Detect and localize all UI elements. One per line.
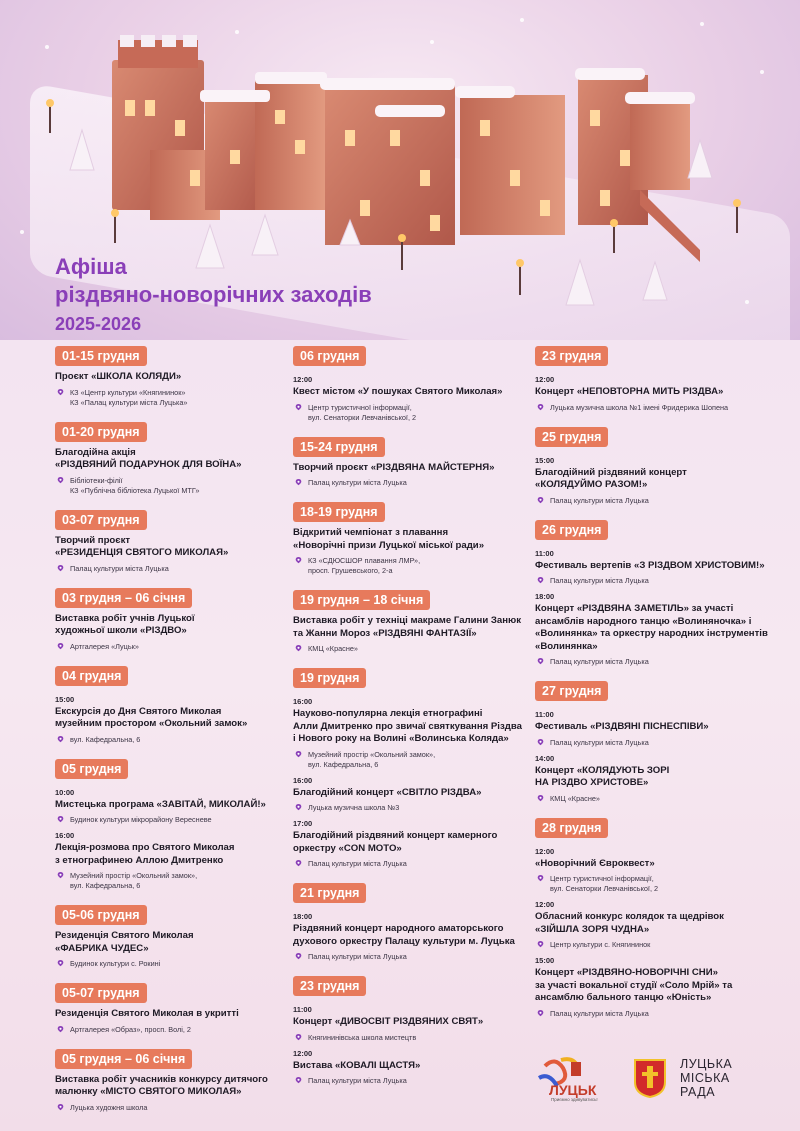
event-group (55, 666, 280, 745)
location-pin-icon (537, 739, 544, 746)
location-pin-icon (295, 1077, 302, 1084)
event-location-text: Артгалерея «Луцьк» (70, 641, 139, 651)
event-location (537, 657, 780, 667)
poster-title (55, 253, 372, 336)
title-year: 2025-2026 (55, 314, 142, 334)
event-title: Творчий проєкт «РІЗДВЯНА МАЙСТЕРНЯ» (293, 461, 495, 473)
event-time: 11:00 (535, 548, 554, 558)
event-location-text: Центр туристичної інформації, вул. Сенаторки Левчанівської, 2 (308, 402, 417, 422)
event-title: Виставка робіт учасників конкурсу дитячого малюнку «МІСТО СВЯТОГО МИКОЛАЯ» (55, 1073, 268, 1097)
council-line-3: РАДА (680, 1085, 716, 1099)
event-title: Концерт «ДИВОСВІТ РІЗДВЯНИХ СВЯТ» (293, 1016, 484, 1027)
event-title: Квест містом «У пошуках Святого Миколая» (293, 386, 503, 397)
date-badge: 23 грудня (293, 976, 366, 996)
event-title: Резиденція Святого Миколая в укритті (55, 1008, 239, 1019)
location-pin-icon (537, 577, 544, 584)
event-location (57, 815, 280, 825)
event-group (55, 983, 280, 1035)
event-group (535, 346, 780, 413)
event-location (537, 738, 780, 748)
event-title: Концерт «РІЗДВЯНО-НОВОРІЧНІ СНИ» за участі вокальної студії «Соло Мрій» та ансамблю бального танцю «Юність» (535, 967, 733, 1003)
location-pin-icon (295, 479, 302, 486)
event-location (537, 576, 780, 586)
event-location-text: Музейний простір «Окольний замок», вул. Кафедральна, 6 (308, 749, 436, 769)
event-time: 10:00 (55, 787, 75, 797)
event-location (537, 403, 780, 413)
event-time: 14:00 (535, 753, 555, 763)
event-location (57, 1025, 280, 1035)
lutsk-brand-text: ЛУЦЬК (549, 1082, 597, 1098)
building-soft-sign (455, 86, 565, 235)
event-group (55, 510, 280, 574)
event-group (535, 681, 780, 804)
lutsk-slogan-text: Приємно здивуватись! (551, 1097, 598, 1102)
location-pin-icon (295, 645, 302, 652)
footer-logos (535, 1052, 785, 1112)
event-location-text: Палац культури міста Луцька (550, 495, 649, 505)
location-pin-icon (57, 872, 64, 879)
event-location-text: Луцька музична школа №1 імені Фридерика Шопена (550, 402, 729, 412)
building-u (200, 72, 327, 210)
event-time: 15:00 (55, 694, 75, 704)
event-location (295, 952, 523, 962)
event-location-text: Центр туристичної інформації, вул. Сенаторки Левчанівської, 2 (550, 874, 659, 893)
event-group (293, 883, 523, 962)
city-council-label (680, 1057, 732, 1099)
event-group (535, 520, 780, 668)
event-time: 12:00 (535, 846, 555, 856)
event-group (55, 422, 280, 496)
event-title: Науково-популярна лекція етнографині Алли Дмитренко про звичаї святкування Різдва і Нового року на Волині «Волинська Коляда» (293, 708, 522, 744)
event-location (57, 959, 280, 969)
event-location (295, 403, 523, 423)
event-group (293, 502, 523, 576)
title-line-1: Афіша (55, 254, 127, 279)
location-pin-icon (57, 816, 64, 823)
event-location-text: Княгининівська школа мистецтв (308, 1032, 417, 1042)
event-group (535, 818, 780, 1019)
event-location (295, 556, 523, 576)
date-badge: 04 грудня (55, 666, 128, 686)
location-pin-icon (295, 804, 302, 811)
event-location (57, 735, 280, 745)
date-badge: 15-24 грудня (293, 437, 385, 457)
event-time: 16:00 (293, 697, 313, 706)
event-location-text: КЗ «СДЮСШОР плавання ЛМР», просп. Грушевського, 2-а (308, 556, 421, 575)
event-group (55, 588, 280, 652)
date-badge: 23 грудня (535, 346, 608, 366)
event-title: Вистава «КОВАЛІ ЩАСТЯ» (293, 1059, 421, 1071)
event-title: Виставка робіт учнів Луцької художньої школи «РІЗДВО» (55, 612, 195, 636)
building-k (575, 68, 700, 262)
location-pin-icon (57, 389, 64, 396)
event-title: Концерт «НЕПОВТОРНА МИТЬ РІЗДВА» (535, 386, 724, 397)
event-location-text: Бібліотеки-філії КЗ «Публічна бібліотека Луцької МТГ» (70, 475, 200, 495)
event-location-text: Палац культури міста Луцька (308, 1076, 407, 1085)
location-pin-icon (295, 860, 302, 867)
date-badge: 05 грудня (55, 759, 128, 779)
event-location-text: Будинок культури мікрорайону Вересневе (70, 815, 212, 824)
location-pin-icon (57, 736, 64, 743)
location-pin-icon (295, 404, 302, 411)
event-title: Проєкт «ШКОЛА КОЛЯДИ» (55, 371, 182, 382)
event-group (293, 346, 523, 423)
location-pin-icon (537, 497, 544, 504)
date-badge: 28 грудня (535, 818, 608, 838)
event-time: 12:00 (535, 900, 555, 909)
location-pin-icon (295, 1034, 302, 1041)
event-title: Благодійний концерт «СВІТЛО РІЗДВА» (293, 786, 482, 798)
event-location (295, 803, 523, 813)
event-title: Благодійна акція «РІЗДВЯНИЙ ПОДАРУНОК ДЛЯ ВОЇНА» (55, 446, 242, 470)
location-pin-icon (57, 565, 64, 572)
event-title: Фестиваль «РІЗДВЯНІ ПІСНЕСПІВИ» (535, 721, 709, 732)
lutsk-city-logo (535, 1056, 611, 1102)
event-time: 12:00 (293, 375, 313, 384)
event-location (537, 1009, 780, 1019)
event-location-text: Луцька музична школа №3 (308, 803, 400, 812)
date-badge: 19 грудня – 18 січня (293, 590, 430, 610)
event-location-text: Артгалерея «Образ», просп. Волі, 2 (70, 1024, 191, 1034)
date-badge: 06 грудня (293, 346, 366, 366)
date-badge: 27 грудня (535, 681, 608, 701)
location-pin-icon (57, 960, 64, 967)
event-group (535, 427, 780, 506)
event-location-text: Палац культури міста Луцька (308, 478, 407, 487)
events-column-3 (535, 346, 780, 1033)
event-location-text: Палац культури міста Луцька (70, 563, 169, 573)
location-pin-icon (537, 875, 544, 882)
event-location-text: Палац культури міста Луцька (550, 657, 649, 666)
date-badge: 05-07 грудня (55, 983, 147, 1003)
date-badge: 05 грудня – 06 січня (55, 1049, 192, 1069)
event-title: Екскурсія до Дня Святого Миколая музейним простором «Окольний замок» (55, 705, 248, 729)
event-group (293, 976, 523, 1086)
event-time: 12:00 (535, 375, 555, 384)
event-title: Обласний конкурс колядок та щедрівок «ЗІЙШЛА ЗОРЯ ЧУДНА» (535, 911, 724, 935)
event-location (57, 388, 280, 408)
event-group (55, 759, 280, 892)
events-column-1 (55, 346, 280, 1127)
event-time: 12:00 (293, 1048, 313, 1058)
event-location (57, 642, 280, 652)
event-location (295, 644, 523, 654)
event-location (57, 1103, 280, 1113)
event-time: 18:00 (535, 592, 555, 601)
event-title: Резиденція Святого Миколая «ФАБРИКА ЧУДЕС» (55, 930, 194, 954)
event-location (537, 874, 780, 894)
event-title: Концерт «РІЗДВЯНА ЗАМЕТІЛЬ» за участі ансамблів народного танцю «Волиняночка» і «Волинянка» та оркестру народних інструментів «Волинянка» (535, 603, 768, 652)
event-location (295, 859, 523, 869)
event-title: Виставка робіт у техніці макраме Галини Занюк та Жанни Мороз «РІЗДВЯНІ ФАНТАЗІЇ» (293, 615, 522, 639)
location-pin-icon (57, 1104, 64, 1111)
location-pin-icon (537, 941, 544, 948)
council-line-1: ЛУЦЬКА (680, 1057, 733, 1071)
date-badge: 03-07 грудня (55, 510, 147, 530)
location-pin-icon (537, 795, 544, 802)
event-time: 17:00 (293, 819, 313, 828)
event-group (293, 590, 523, 654)
date-badge: 01-20 грудня (55, 422, 147, 442)
event-time: 18:00 (293, 912, 313, 921)
event-group (55, 905, 280, 969)
event-time: 15:00 (535, 455, 555, 465)
date-badge: 25 грудня (535, 427, 608, 447)
event-location-text: Палац культури міста Луцька (308, 859, 407, 868)
location-pin-icon (57, 477, 64, 484)
event-location-text: Музейний простір «Окольний замок», вул. Кафедральна, 6 (70, 871, 198, 890)
event-location (57, 871, 280, 891)
event-title: Мистецька програма «ЗАВІТАЙ, МИКОЛАЙ!» (55, 798, 266, 810)
event-location (295, 1076, 523, 1086)
event-location-text: Палац культури міста Луцька (550, 1008, 649, 1018)
event-location (57, 476, 280, 496)
date-badge: 05-06 грудня (55, 905, 147, 925)
event-location (537, 940, 780, 950)
location-pin-icon (57, 643, 64, 650)
event-location-text: КМЦ «Красне» (550, 793, 600, 803)
building-l (112, 35, 220, 220)
event-title: «Новорічний Євроквест» (535, 857, 655, 869)
date-badge: 01-15 грудня (55, 346, 147, 366)
event-location (295, 750, 523, 770)
event-group (293, 668, 523, 869)
event-location-text: Будинок культури с. Рокині (70, 959, 161, 968)
event-title: Концерт «КОЛЯДУЮТЬ ЗОРІ НА РІЗДВО ХРИСТОВЕ» (535, 764, 670, 788)
date-badge: 03 грудня – 06 січня (55, 588, 192, 608)
event-location-text: Луцька художня школа (70, 1102, 148, 1112)
event-time: 16:00 (293, 775, 313, 785)
event-title: Творчий проєкт «РЕЗИДЕНЦІЯ СВЯТОГО МИКОЛАЯ» (55, 534, 229, 558)
event-time: 15:00 (535, 956, 555, 965)
event-location (57, 564, 280, 574)
event-time: 11:00 (535, 710, 554, 719)
event-location-text: Палац культури міста Луцька (550, 576, 649, 585)
event-title: Відкритий чемпіонат з плавання «Новорічні призи Луцької міської ради» (293, 527, 485, 551)
location-pin-icon (537, 1010, 544, 1017)
events-column-2 (293, 346, 523, 1100)
date-badge: 18-19 грудня (293, 502, 385, 522)
event-time: 11:00 (293, 1005, 312, 1014)
event-location (537, 794, 780, 804)
date-badge: 21 грудня (293, 883, 366, 903)
location-pin-icon (295, 751, 302, 758)
event-group (55, 1049, 280, 1113)
location-pin-icon (537, 658, 544, 665)
event-location-text: вул. Кафедральна, 6 (70, 734, 141, 744)
event-location (295, 478, 523, 488)
event-title: Благодійний різдвяний концерт камерного оркестру «CON MOTO» (293, 830, 498, 854)
event-title: Фестиваль вертепів «З РІЗДВОМ ХРИСТОВИМ!» (535, 559, 765, 571)
coat-of-arms-icon (633, 1058, 667, 1098)
event-location (295, 1033, 523, 1043)
event-title: Різдвяний концерт народного аматорського духового оркестру Палацу культури м. Луцька (293, 923, 515, 947)
date-badge: 26 грудня (535, 520, 608, 540)
location-pin-icon (295, 557, 302, 564)
event-location-text: КЗ «Центр культури «Княгининок» КЗ «Палац культури міста Луцька» (70, 387, 188, 407)
building-ts (320, 78, 455, 245)
date-badge: 19 грудня (293, 668, 366, 688)
event-location-text: Палац культури міста Луцька (550, 737, 649, 747)
event-location-text: Центр культури с. Княгининок (550, 940, 651, 949)
event-location (537, 496, 780, 506)
event-title: Благодійний різдвяний концерт «КОЛЯДУЙМО РАЗОМ!» (535, 466, 687, 490)
event-title: Лекція-розмова про Святого Миколая з етнографинею Аллою Дмитренко (55, 842, 235, 866)
event-group (55, 346, 280, 408)
event-time: 16:00 (55, 831, 75, 840)
event-location-text: Палац культури міста Луцька (308, 952, 407, 961)
council-line-2: МІСЬКА (680, 1071, 730, 1085)
location-pin-icon (537, 404, 544, 411)
event-location-text: КМЦ «Красне» (308, 644, 358, 653)
title-line-2: різдвяно-новорічних заходів (55, 282, 372, 307)
location-pin-icon (57, 1026, 64, 1033)
event-group (293, 437, 523, 489)
location-pin-icon (295, 953, 302, 960)
